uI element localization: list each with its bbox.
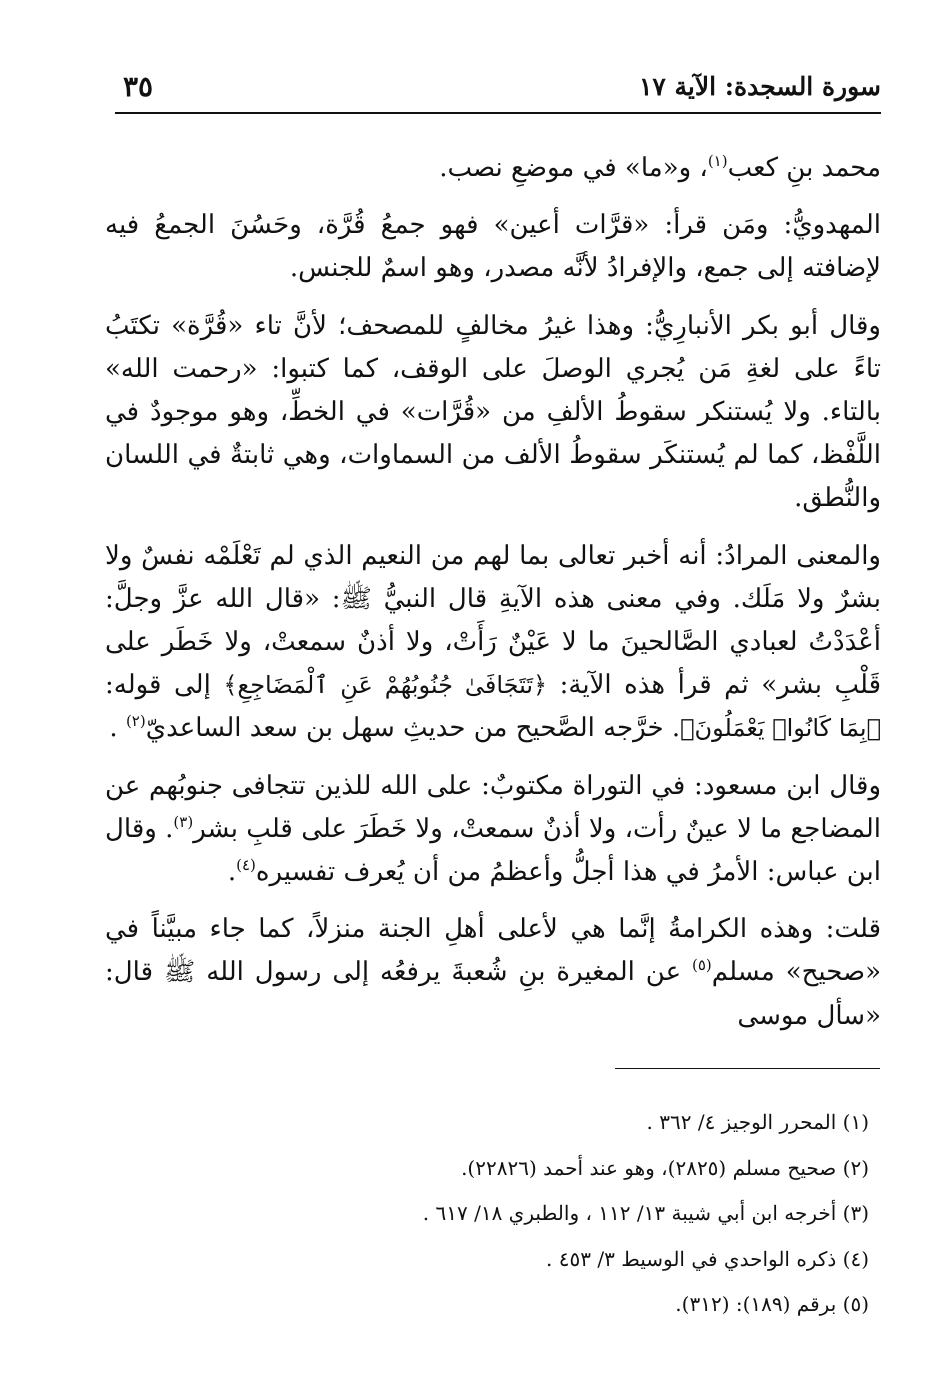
footnote-ref-4: (٤): [236, 856, 256, 875]
paragraph-3: وقال أبو بكر الأنبارِيُّ: وهذا غيرُ مخالفٍ للمصحف؛ لأنَّ تاء «قُرَّة» تكتَبُ تاءً على لغةِ مَن يُجري الوصلَ على الوقف، كما كتبوا: «رحمت الله» بالتاء. ولا يُستنكر سقوطُ الألفِ من «قُرَّات» في الخطِّ، وهو موجودٌ في اللَّفْظ، كما لم يُستنكَر سقوطُ الألف من السماوات، وهي ثابتةٌ في اللسان والنُّطق.: [105, 310, 881, 514]
paragraph-2: المهدويُّ: ومَن قرأ: «قرَّات أعين» فهو جمعُ قُرَّة، وحَسُنَ الجمعُ فيه لإضافته إلى جمع، والإفرادُ لأنَّه مصدر، وهو اسمٌ للجنس.: [105, 210, 881, 284]
paragraph-5: وقال ابن مسعود: في التوراة مكتوبٌ: على الله للذين تتجافى جنوبُهم عن المضاجع ما لا عينٌ رأت، ولا أذنٌ سمعتْ، ولا خَطَرَ على قلبِ بشر$^{(٣)}$. وقال ابن عباس: الأمرُ في هذا أجلُّ وأعظمُ من أن يُعرف تفسيره$^{(٤)}$.: [105, 770, 881, 888]
footnote-ref-2: (٢): [125, 712, 146, 731]
paragraph-4: والمعنى المرادُ: أنه أخبر تعالى بما لهم من النعيم الذي لم تَعْلَمْه نفسٌ ولا بشرٌ ولا مَلَك. وفي معنى هذه الآيةِ قال النبيُّ ﷺ: «قال الله عزَّ وجلَّ: أعْدَدْتُ لعبادي الصَّالحينَ ما لا عَيْنٌ رَأَتْ، ولا أذنٌ سمعتْ، ولا خَطَر على قَلْبِ بشر» ثم قرأ هذه الآية: ﴿تَتَجَافَىٰ جُنُوبُهُمْ عَنِ ٱلْمَضَاجِعِ﴾ إلى قوله: ﴿بِمَا كَانُوا۟ يَعْمَلُونَ﴾. خرَّجه الصَّحيح من حديثِ سهل بن سعد الساعديّ$^{(٢)}$ .: [105, 540, 882, 744]
paragraph-6: قلت: وهذه الكرامةُ إنَّما هي لأعلى أهلِ الجنة منزلاً، كما جاء مبيَّناً في «صحيح» مسلم$^{(٥)}$ عن المغيرة بنِ شُعبةَ يرفعُه إلى رسول الله ﷺ قال: «سأل موسى: [105, 914, 882, 1031]
footnote-3: (٣) أخرجه ابن أبي شيبة ١٣/ ١١٢ ، والطبري ١٨/ ٦١٧ .: [422, 1201, 869, 1226]
paragraph-1: محمد بنِ كعب$^{(١)}$، و«ما» في موضعِ نصب.: [439, 152, 881, 183]
footnote-2: (٢) صحيح مسلم (٢٨٢٥)، وهو عند أحمد (٢٢٨٢٦).: [461, 1155, 869, 1180]
quran-quote-1: ﴿تَتَجَافَىٰ جُنُوبُهُمْ عَنِ ٱلْمَضَاجِعِ﴾: [223, 671, 548, 700]
footnotes: [110, 1100, 869, 1328]
page-number: ٣٥: [123, 70, 154, 103]
footnote-ref-1: (١): [707, 152, 728, 170]
main-text: [105, 147, 881, 1052]
footnote-5: (٥) برقم (١٨٩): (٣١٢).: [675, 1292, 869, 1317]
quran-quote-2: ﴿بِمَا كَانُوا۟ يَعْمَلُونَ﴾: [680, 714, 881, 743]
footnote-divider: [615, 1068, 880, 1069]
running-header: [115, 66, 881, 114]
surah-title: سورة السجدة: الآية ١٧: [638, 72, 881, 101]
footnote-ref-5: (٥): [692, 956, 712, 975]
footnote-1: (١) المحرر الوجيز ٤/ ٣٦٢ .: [646, 1110, 869, 1134]
footnote-4: (٤) ذكره الواحدي في الوسيط ٣/ ٤٥٣ .: [546, 1246, 869, 1271]
footnote-ref-3: (٣): [173, 812, 194, 831]
